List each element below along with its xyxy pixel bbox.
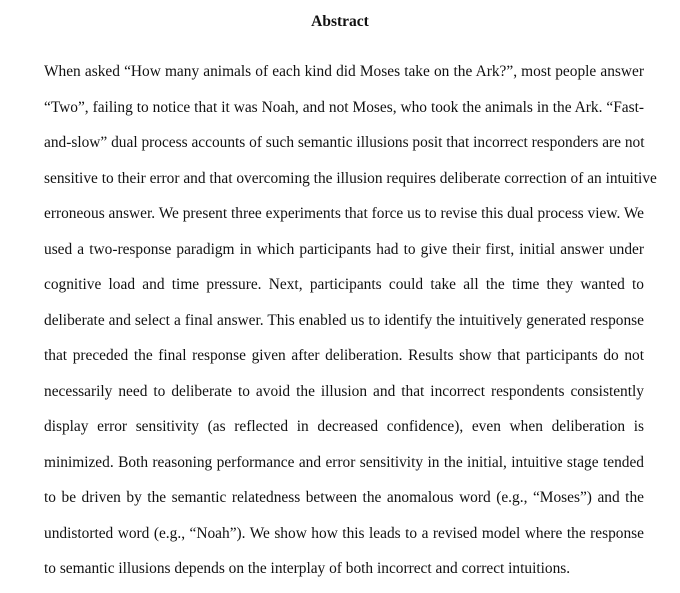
abstract-line: and-slow” dual process accounts of such semantic illusions posit that incorrect responders are not xyxy=(44,134,645,151)
abstract-line: necessarily need to deliberate to avoid the illusion and that incorrect respondents consistently xyxy=(44,382,644,400)
abstract-line: sensitive to their error and that overcoming the illusion requires deliberate correction of an intuitive xyxy=(44,169,657,187)
abstract-line: erroneous answer. We present three experiments that force us to revise this dual process view. We xyxy=(44,205,644,222)
abstract-line: to semantic illusions depends on the interplay of both incorrect and correct intuitions. xyxy=(44,560,571,577)
abstract-line: undistorted word (e.g., “Noah”). We show how this leads to a revised model where the response xyxy=(44,524,644,542)
abstract-line: to be driven by the semantic relatedness between the anomalous word (e.g., “Moses”) and the xyxy=(44,489,644,506)
abstract-heading: Abstract xyxy=(311,13,369,30)
abstract-body xyxy=(44,60,657,593)
abstract-line: display error sensitivity (as reflected in decreased confidence), even when deliberation is xyxy=(44,418,644,435)
abstract-line: When asked “How many animals of each kind did Moses take on the Ark?”, most people answer xyxy=(44,63,644,80)
abstract-line: “Two”, failing to notice that it was Noah, and not Moses, who took the animals in the Ark. “Fast- xyxy=(44,98,644,116)
abstract-line: used a two-response paradigm in which participants had to give their first, initial answer under xyxy=(44,240,644,258)
abstract-line: that preceded the final response given after deliberation. Results show that participants do not xyxy=(44,347,644,364)
abstract-line: deliberate and select a final answer. This enabled us to identify the intuitively generated response xyxy=(44,311,644,329)
abstract-line: minimized. Both reasoning performance and error sensitivity in the initial, intuitive stage tended xyxy=(44,453,644,471)
abstract-line: cognitive load and time pressure. Next, participants could take all the time they wanted to xyxy=(44,276,644,293)
